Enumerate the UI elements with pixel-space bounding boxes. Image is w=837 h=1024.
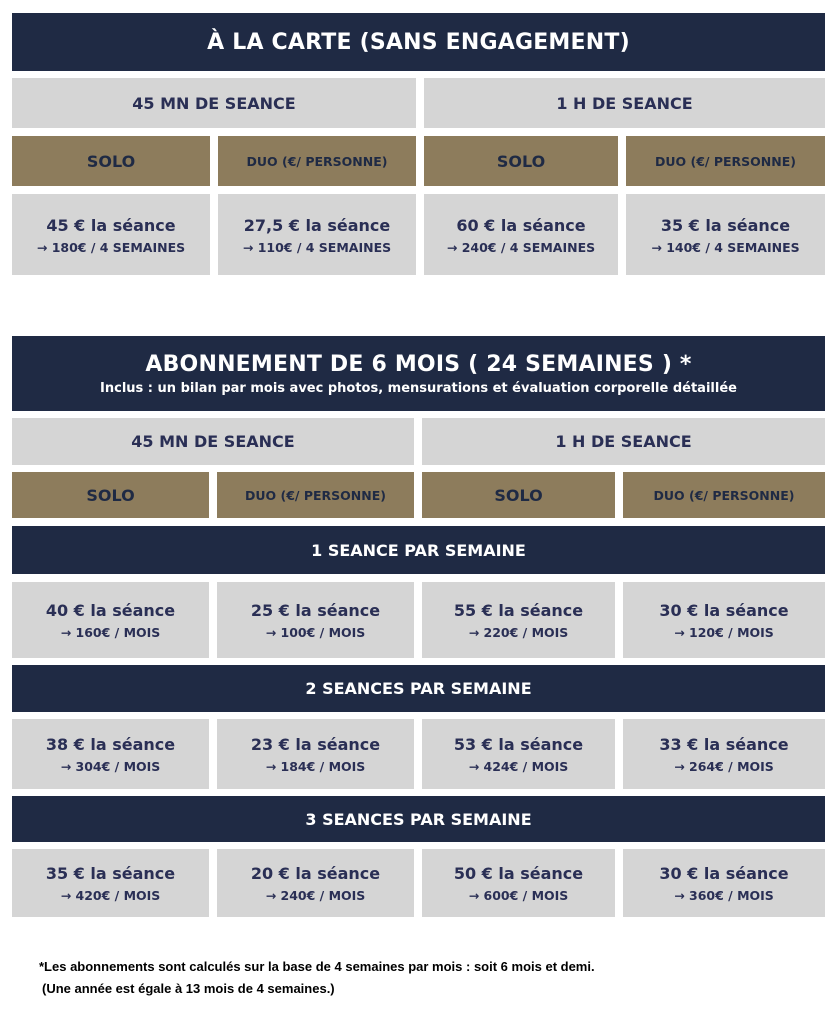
- alacarte-duration-1h: [424, 78, 825, 128]
- price-per-session: 30 € la séance: [659, 601, 789, 620]
- frequency-header: [12, 796, 825, 842]
- frequency-label: 1 SEANCE PAR SEMAINE: [311, 540, 526, 560]
- price-per-session: 20 € la séance: [250, 864, 381, 883]
- abonnement-price-cell: [12, 582, 209, 658]
- price-total: → 600€ / MOIS: [468, 888, 569, 903]
- type-label: SOLO: [86, 151, 136, 171]
- abonnement-price-cell: [12, 719, 209, 789]
- type-label: SOLO: [86, 485, 135, 505]
- type-label: DUO (€/ PERSONNE): [655, 153, 796, 169]
- price-per-session: 33 € la séance: [659, 735, 789, 754]
- duration-label: 45 MN DE SEANCE: [132, 93, 296, 113]
- price-total: → 360€ / MOIS: [674, 888, 774, 903]
- alacarte-type-solo-1h: [424, 136, 618, 186]
- price-total: → 240€ / MOIS: [265, 888, 366, 903]
- price-total: → 110€ / 4 SEMAINES: [242, 239, 392, 255]
- abonnement-duration-45: [12, 418, 414, 465]
- alacarte-title: À LA CARTE (SANS ENGAGEMENT): [207, 29, 630, 55]
- price-total: → 140€ / 4 SEMAINES: [651, 239, 800, 255]
- alacarte-type-solo-45: [12, 136, 210, 186]
- duration-label: 45 MN DE SEANCE: [131, 432, 295, 451]
- abonnement-price-cell: [12, 849, 209, 917]
- price-per-session: 55 € la séance: [453, 601, 584, 620]
- price-total: → 184€ / MOIS: [265, 759, 366, 774]
- price-per-session: 60 € la séance: [456, 215, 586, 235]
- frequency-label: 2 SEANCES PAR SEMAINE: [305, 679, 532, 698]
- abonnement-title: ABONNEMENT DE 6 MOIS ( 24 SEMAINES ) *: [145, 351, 692, 377]
- duration-label: 1 H DE SEANCE: [555, 432, 692, 451]
- price-per-session: 30 € la séance: [659, 864, 789, 883]
- frequency-label: 3 SEANCES PAR SEMAINE: [305, 809, 532, 829]
- alacarte-price-cell: [12, 194, 210, 275]
- price-per-session: 50 € la séance: [453, 864, 584, 883]
- abonnement-duration-1h: [422, 418, 825, 465]
- type-label: DUO (€/ PERSONNE): [653, 487, 795, 503]
- price-per-session: 35 € la séance: [660, 215, 791, 235]
- abonnement-price-cell: [422, 719, 615, 789]
- price-total: → 264€ / MOIS: [674, 759, 774, 774]
- price-per-session: 53 € la séance: [453, 735, 584, 754]
- abonnement-header: [12, 336, 825, 411]
- price-total: → 240€ / 4 SEMAINES: [446, 239, 596, 255]
- alacarte-type-duo-45: [218, 136, 416, 186]
- price-total: → 420€ / MOIS: [60, 888, 161, 903]
- abonnement-type-solo-1h: [422, 472, 615, 518]
- abonnement-price-cell: [217, 849, 414, 917]
- type-label: DUO (€/ PERSONNE): [245, 487, 386, 503]
- price-per-session: 38 € la séance: [45, 735, 176, 754]
- abonnement-price-cell: [217, 582, 414, 658]
- abonnement-subtitle: Inclus : un bilan par mois avec photos, mensurations et évaluation corporelle détaillée: [100, 380, 737, 396]
- price-per-session: 40 € la séance: [45, 601, 176, 620]
- abonnement-price-cell: [623, 849, 825, 917]
- alacarte-header: [12, 13, 825, 71]
- type-label: SOLO: [496, 151, 546, 171]
- price-per-session: 23 € la séance: [250, 735, 381, 754]
- type-label: SOLO: [494, 485, 543, 505]
- alacarte-type-duo-1h: [626, 136, 825, 186]
- frequency-header: [12, 665, 825, 712]
- alacarte-price-cell: [218, 194, 416, 275]
- price-total: → 120€ / MOIS: [674, 625, 774, 640]
- frequency-header: [12, 526, 825, 574]
- abonnement-price-cell: [623, 719, 825, 789]
- abonnement-price-cell: [623, 582, 825, 658]
- abonnement-price-cell: [422, 849, 615, 917]
- price-per-session: 45 € la séance: [46, 215, 176, 235]
- price-total: → 424€ / MOIS: [468, 759, 569, 774]
- abonnement-type-duo-1h: [623, 472, 825, 518]
- abonnement-price-cell: [422, 582, 615, 658]
- abonnement-price-cell: [217, 719, 414, 789]
- price-per-session: 25 € la séance: [250, 601, 381, 620]
- abonnement-type-duo-45: [217, 472, 414, 518]
- price-total: → 220€ / MOIS: [468, 625, 569, 640]
- price-total: → 180€ / 4 SEMAINES: [36, 239, 186, 255]
- footnote-line-2: (Une année est égale à 13 mois de 4 semaines.): [42, 981, 335, 996]
- price-total: → 100€ / MOIS: [265, 625, 366, 640]
- alacarte-duration-45: [12, 78, 416, 128]
- type-label: DUO (€/ PERSONNE): [246, 153, 388, 169]
- abonnement-type-solo-45: [12, 472, 209, 518]
- price-per-session: 27,5 € la séance: [243, 215, 391, 235]
- alacarte-price-cell: [424, 194, 618, 275]
- footnote: [39, 956, 595, 1000]
- price-total: → 304€ / MOIS: [60, 759, 161, 774]
- alacarte-price-cell: [626, 194, 825, 275]
- footnote-line-1: *Les abonnements sont calculés sur la base de 4 semaines par mois : soit 6 mois et demi.: [39, 959, 595, 974]
- duration-label: 1 H DE SEANCE: [556, 93, 693, 113]
- price-per-session: 35 € la séance: [45, 864, 176, 883]
- price-total: → 160€ / MOIS: [60, 625, 161, 640]
